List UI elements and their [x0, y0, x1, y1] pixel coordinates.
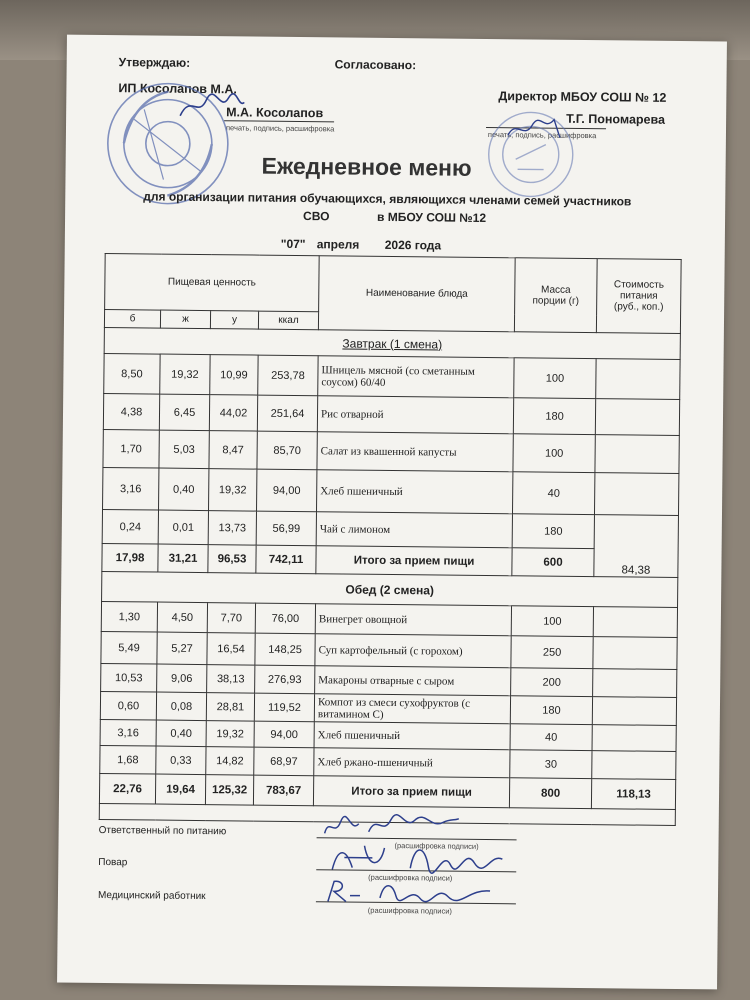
cell-zh: 0,40	[156, 720, 206, 747]
cell-kcal: 85,70	[257, 431, 317, 470]
cook-caption: (расшифровка подписи)	[368, 872, 453, 883]
cell-dish: Хлеб пшеничный	[314, 722, 510, 750]
cell-u: 7,70	[207, 603, 255, 634]
header-mass-line1: Масса	[541, 284, 571, 296]
total-u: 125,32	[205, 775, 253, 806]
cell-kcal: 56,99	[256, 511, 316, 546]
subtitle-school: в МБОУ СОШ №12	[377, 209, 487, 225]
cell-u: 19,32	[209, 469, 257, 512]
agreed-label: Согласовано:	[334, 57, 417, 73]
header-cost-line1: Стоимость	[613, 279, 665, 291]
cell-kcal: 276,93	[255, 665, 315, 694]
left-sign-caption: печать, подпись, расшифровка	[225, 123, 335, 134]
cell-b: 0,60	[100, 691, 156, 720]
medic-label: Медицинский работник	[97, 889, 206, 903]
page-title: Ежедневное меню	[261, 152, 472, 181]
total-mass: 600	[512, 548, 594, 577]
cell-b: 3,16	[103, 467, 159, 510]
cell-kcal: 119,52	[254, 693, 314, 722]
cell-mass: 30	[510, 750, 592, 779]
cell-cost	[593, 669, 677, 698]
cell-kcal: 251,64	[257, 395, 317, 432]
signature-agreed-icon	[504, 111, 574, 146]
total-cost: 84,38	[594, 549, 678, 578]
total-u: 96,53	[208, 545, 256, 574]
signature-cook-icon	[324, 837, 514, 879]
cell-kcal: 76,00	[255, 603, 315, 634]
cell-zh: 0,33	[156, 746, 206, 775]
cell-zh: 0,08	[156, 692, 206, 721]
cell-zh: 0,40	[159, 468, 209, 511]
header-b: б	[104, 309, 160, 328]
cell-cost	[592, 697, 676, 726]
signature-medic-icon	[320, 872, 500, 909]
subtitle-svo: СВО	[303, 209, 330, 224]
cell-dish: Суп картофельный (с горохом)	[315, 634, 511, 668]
right-sign-caption: печать, подпись, расшифровка	[487, 129, 597, 141]
lunch-title: Обед (2 смена)	[102, 571, 678, 607]
cell-b: 5,49	[101, 631, 157, 664]
cell-mass: 200	[511, 668, 593, 697]
cell-cost	[593, 637, 677, 670]
cell-dish: Рис отварной	[317, 396, 513, 434]
total-zh: 31,21	[158, 544, 208, 573]
cell-dish: Макароны отварные с сыром	[315, 666, 511, 696]
cell-zh: 19,32	[160, 354, 210, 395]
subtitle-line-1: для организации питания обучающихся, являющихся членами семей участников	[143, 189, 632, 209]
cell-u: 13,73	[208, 511, 256, 546]
cell-b: 0,24	[102, 509, 158, 544]
cell-zh: 5,03	[159, 430, 209, 469]
cell-u: 19,32	[206, 721, 254, 748]
total-cost: 118,13	[591, 779, 675, 810]
cell-b: 1,30	[101, 601, 157, 632]
table-header-row	[105, 253, 682, 315]
cell-zh: 5,27	[157, 632, 207, 665]
date-month: апреля	[316, 237, 360, 252]
cell-kcal: 94,00	[254, 721, 314, 748]
date-day: "07"	[280, 236, 306, 252]
cell-dish: Винегрет овощной	[315, 604, 511, 636]
total-kcal: 783,67	[253, 775, 313, 806]
cell-mass: 40	[510, 724, 592, 751]
cell-u: 44,02	[209, 395, 257, 432]
cell-cost	[594, 515, 678, 550]
cell-mass: 100	[511, 606, 593, 637]
cell-cost	[592, 725, 676, 752]
header-cost-line3: (руб., коп.)	[613, 301, 664, 313]
breakfast-title: Завтрак (1 смена)	[342, 335, 443, 352]
cell-b: 1,68	[100, 745, 156, 774]
cell-dish: Компот из смеси сухофруктов (с витамином С)	[314, 694, 510, 724]
cell-u: 8,47	[209, 431, 257, 470]
total-mass: 800	[509, 778, 591, 809]
header-cost	[596, 259, 681, 334]
cell-zh: 6,45	[159, 394, 209, 431]
cell-mass: 180	[510, 696, 592, 725]
cell-cost	[596, 359, 680, 400]
header-cost-line2: питания	[619, 290, 658, 302]
left-name: М.А. Косолапов	[226, 105, 324, 121]
cell-u: 10,99	[210, 355, 258, 396]
total-b: 17,98	[102, 543, 158, 572]
cell-zh: 0,01	[158, 510, 208, 545]
table-row	[103, 429, 679, 473]
cell-mass: 40	[513, 472, 595, 515]
header-zh: ж	[160, 310, 210, 329]
cell-mass: 180	[513, 398, 595, 435]
cell-mass: 250	[511, 636, 593, 669]
cell-cost	[592, 751, 676, 780]
table-row	[103, 393, 679, 435]
header-u: у	[210, 311, 258, 330]
table-row	[104, 353, 680, 399]
cell-kcal: 148,25	[255, 633, 315, 666]
cell-mass: 180	[512, 514, 594, 549]
header-kcal: ккал	[258, 311, 318, 330]
header-mass	[514, 258, 597, 333]
cell-kcal: 68,97	[254, 747, 314, 776]
cell-zh: 9,06	[157, 664, 207, 693]
menu-document	[57, 35, 727, 990]
cell-mass: 100	[513, 434, 595, 473]
cell-mass: 100	[514, 358, 596, 399]
responsible-caption: (расшифровка подписи)	[394, 841, 479, 851]
header-nutrition: Пищевая ценность	[105, 253, 320, 311]
cell-cost	[595, 435, 679, 474]
total-kcal: 742,11	[256, 545, 316, 574]
cell-u: 14,82	[206, 747, 254, 776]
cell-dish: Хлеб ржано-пшеничный	[314, 748, 510, 778]
cell-dish: Чай с лимоном	[316, 512, 512, 548]
header-mass-line2: порции (г)	[532, 294, 580, 307]
cell-cost	[595, 473, 679, 516]
medic-caption: (расшифровка подписи)	[367, 905, 453, 916]
cell-dish: Салат из квашенной капусты	[317, 432, 513, 472]
responsible-label: Ответственный по питанию	[98, 824, 227, 838]
cell-b: 1,70	[103, 429, 159, 468]
cell-cost	[595, 399, 679, 436]
cell-b: 4,38	[103, 393, 159, 430]
total-zh: 19,64	[155, 774, 205, 805]
left-org: ИП Косолапов М.А.	[118, 81, 237, 97]
table-row	[103, 467, 679, 515]
cell-dish: Хлеб пшеничный	[317, 470, 513, 514]
total-b: 22,76	[99, 773, 155, 804]
cell-b: 8,50	[104, 353, 160, 394]
cell-b: 10,53	[101, 663, 157, 692]
cell-kcal: 253,78	[258, 355, 318, 396]
cell-dish: Шницель мясной (со сметанным соусом) 60/40	[318, 356, 514, 398]
total-label: Итого за прием пищи	[313, 776, 509, 808]
cell-u: 16,54	[207, 633, 255, 666]
cell-b: 3,16	[100, 719, 156, 746]
right-name: Т.Г. Пономарева	[566, 111, 666, 127]
cell-u: 28,81	[206, 693, 254, 722]
total-label: Итого за прием пищи	[316, 546, 512, 576]
cell-cost	[593, 607, 677, 638]
cell-u: 38,13	[207, 665, 255, 694]
approve-label: Утверждаю:	[118, 55, 191, 70]
menu-table	[99, 253, 682, 826]
cook-label: Повар	[98, 856, 128, 869]
header-dish: Наименование блюда	[318, 256, 515, 332]
cell-kcal: 94,00	[257, 469, 317, 512]
cell-zh: 4,50	[157, 602, 207, 633]
right-org: Директор МБОУ СОШ № 12	[498, 89, 667, 105]
signature-approve-icon	[176, 88, 246, 125]
date-year: 2026 года	[384, 237, 442, 253]
